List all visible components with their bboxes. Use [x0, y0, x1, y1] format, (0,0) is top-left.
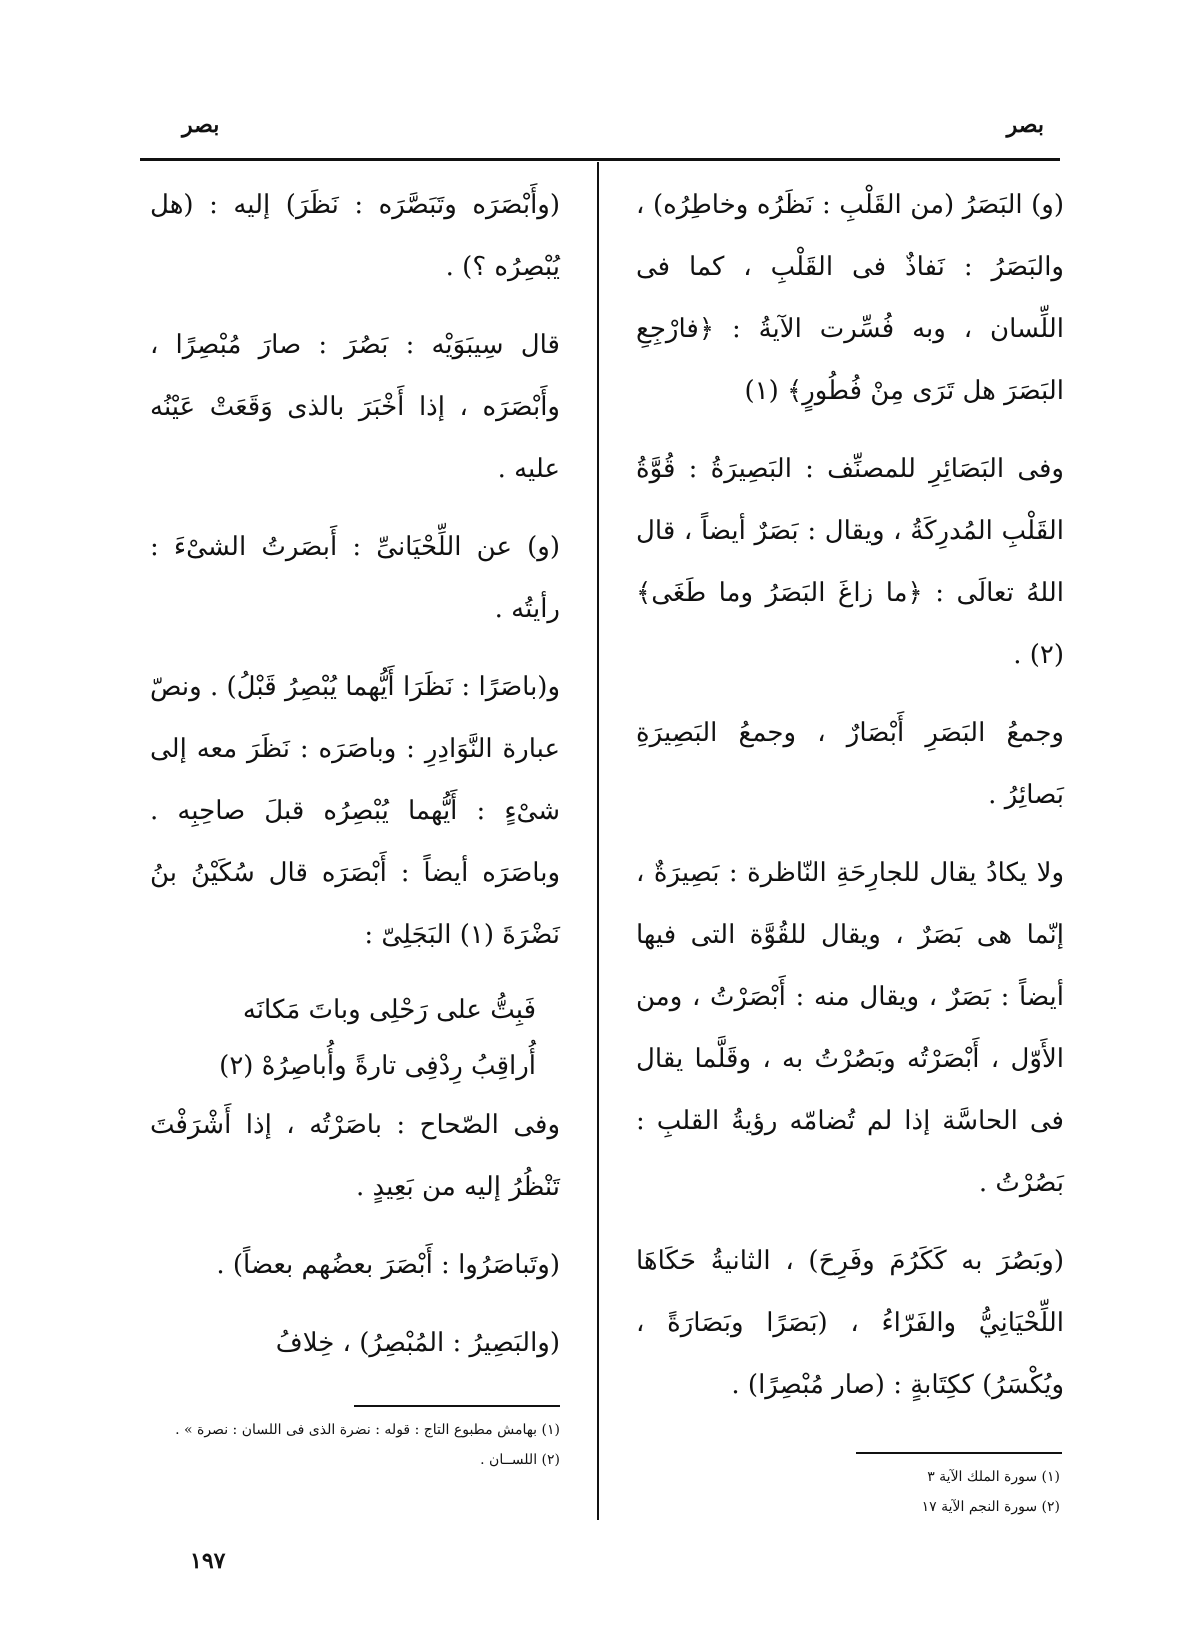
- paragraph: (وتَباصَرُوا : أَبْصَرَ بعضُهم بعضاً) .: [216, 1250, 560, 1280]
- paragraph: (وأَبْصَرَه وتَبَصَّرَه : نَظَرَ) إليه : (هل يُبْصِرُه ؟) .: [150, 190, 560, 282]
- footnote: (٢) اللســان .: [480, 1452, 560, 1468]
- paragraph: و(باصَرًا : نَظَرَا أَيُّهما يُبْصِرُ قَبْلُ) . ونصّ عبارة النَّوَادِرِ : وباصَرَه : نَظَرَ معه إلى شىْءٍ : أَيُّهما يُبْصِرُه قبلَ صاحِبِه . وباصَرَه أيضاً : أَبْصَرَه قال سُكَيْنُ بنُ نَضْرَةَ (١) البَجَلِىّ :: [150, 672, 560, 950]
- footnotes-left: [150, 1415, 560, 1475]
- paragraph: وفى البَصَائِرِ للمصنِّف : البَصِيرَةُ : قُوَّةُ القَلْبِ المُدرِكَةُ ، ويقال : بَصَرٌ أيضاً ، قال اللهُ تعالَى : ﴿ما زاغَ البَصَرُ وما طَغَى﴾ (٢) .: [636, 454, 1064, 670]
- column-divider: [597, 162, 599, 1520]
- paragraph: ولا يكادُ يقال للجارِحَةِ النّاظرة : بَصِيرَةٌ ، إنّما هى بَصَرٌ ، ويقال للقُوَّة التى فيها أيضاً : بَصَرٌ ، ويقال منه : أَبْصَرْتُ ، ومن الأَوّل ، أَبْصَرْتُه وبَصُرْتُ به ، وقَلَّما يقال فى الحاسَّة إذا لم تُضامّه رؤيةُ القلبِ : بَصُرْتُ .: [636, 858, 1064, 1198]
- footnotes-right: [636, 1462, 1060, 1522]
- footnote-rule-left: [354, 1405, 560, 1407]
- footnote: (٢) سورة النجم الآية ١٧: [921, 1499, 1060, 1515]
- footnote: (١) سورة الملك الآية ٣: [927, 1469, 1060, 1485]
- page-number: ١٩٧: [190, 1548, 226, 1574]
- paragraph: (و) عن اللِّحْيَانىِّ : أَبصَرتُ الشىْءَ : رأيتُه .: [150, 532, 560, 624]
- left-column: [150, 174, 560, 1390]
- poem-verse-first-hemistich: فَبِتُّ على رَحْلِى وباتَ مَكانَه: [242, 995, 536, 1025]
- paragraph: وفى الصّحاح : باصَرْتُه ، إذا أَشْرَفْتَ تَنْظُرُ إليه من بَعِيدٍ .: [150, 1110, 560, 1202]
- footnote-rule-right: [856, 1452, 1062, 1454]
- paragraph: (و) البَصَرُ (من القَلْبِ : نَظَرُه وخاطِرُه) ، والبَصَرُ : نَفاذٌ فى القَلْبِ ، كما فى اللِّسان ، وبه فُسِّرت الآيةُ : ﴿فارْجِعِ البَصَرَ هل تَرَى مِنْ فُطُورٍ﴾ (١): [636, 190, 1064, 406]
- running-head-right: بصر: [1006, 112, 1044, 138]
- paragraph: وجمعُ البَصَرِ أَبْصَارٌ ، وجمعُ البَصِيرَةِ بَصائِرُ .: [636, 718, 1064, 810]
- poem-verse-second-hemistich: أُراقِبُ رِدْفِى تارةً وأُباصِرُهْ (٢): [219, 1051, 536, 1081]
- running-head-left: بصر: [182, 112, 220, 138]
- paragraph: قال سِيبَوَيْه : بَصُرَ : صارَ مُبْصِرًا ، وأَبْصَرَه ، إذا أَخْبَرَ بالذى وَقَعَتْ عَيْنُه عليه .: [150, 330, 560, 484]
- paragraph: (وبَصُرَ به كَكَرُمَ وفَرِحَ) ، الثانيةُ حَكَاهَا اللِّحْيَانِيُّ والفَرّاءُ ، (بَصَرًا وبَصَارَةً ، ويُكْسَرُ) ككِتَابةٍ : (صار مُبْصِرًا) .: [636, 1246, 1064, 1400]
- right-column: [636, 174, 1064, 1432]
- footnote: (١) بهامش مطبوع التاج : قوله : نضرة الذى فى اللسان : نصرة » .: [175, 1422, 560, 1438]
- header-rule: [140, 158, 1060, 161]
- paragraph: (والبَصِيرُ : المُبْصِرُ) ، خِلافُ: [275, 1328, 560, 1358]
